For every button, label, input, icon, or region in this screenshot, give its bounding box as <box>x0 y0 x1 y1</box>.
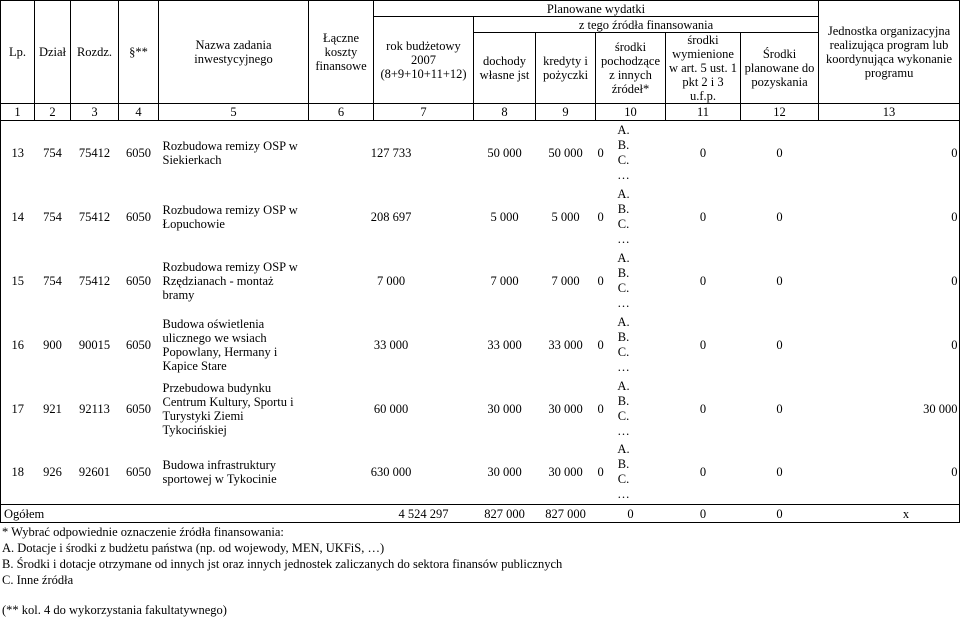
source-letter: B. <box>617 329 630 344</box>
row-wymienione: 0 <box>699 337 707 352</box>
row-col11: 0 <box>776 465 783 480</box>
source-letter: B. <box>617 393 630 408</box>
footnotes <box>2 524 562 618</box>
row-dzial: 754 <box>43 209 62 224</box>
row-lp: 18 <box>1 441 35 505</box>
col-number: 4 <box>119 104 159 121</box>
row-dochody: 33 000 <box>487 337 522 352</box>
footnote-4: C. Inne źródła <box>2 573 74 587</box>
total-jednostka <box>819 505 960 523</box>
row-rozdz: 92601 <box>78 465 111 480</box>
row-rok-budzetowy: 7 000 <box>376 273 406 288</box>
row-plan: 0 <box>951 465 958 480</box>
row-rozdz: 92113 <box>79 401 110 416</box>
row-kredyty: 30 000 <box>548 401 583 416</box>
row-nazwa: Przebudowa budynku Centrum Kultury, Sportu i Turystyki Ziemi Tykocińskiej <box>162 380 294 437</box>
source-letter: C. <box>617 472 630 487</box>
row-paragraph: 6050 <box>126 209 151 224</box>
row-dochody: 30 000 <box>487 401 522 416</box>
row-kredyty: 30 000 <box>548 465 583 480</box>
col-number: 6 <box>309 104 374 121</box>
row-sources <box>614 251 634 311</box>
col-number: 8 <box>474 104 536 121</box>
row-paragraph: 6050 <box>126 145 151 160</box>
col-number: 5 <box>159 104 309 121</box>
source-letter: … <box>617 231 630 246</box>
source-letter: C. <box>617 216 630 231</box>
total-col10: 0 <box>666 505 741 523</box>
row-rok-budzetowy: 208 697 <box>370 209 412 224</box>
row-col11: 0 <box>776 273 783 288</box>
row-dochody: 5 000 <box>490 209 519 224</box>
row-dzial: 754 <box>43 273 62 288</box>
table-row <box>1 249 960 313</box>
header-kredyty: kredyty i pożyczki <box>536 33 596 104</box>
row-paragraph: 6050 <box>126 401 151 416</box>
row-dzial: 754 <box>43 145 62 160</box>
row-inne <box>596 313 666 377</box>
footnote-2: A. Dotacje i środki z budżetu państwa (np. od wojewody, MEN, UKFiS, …) <box>2 541 385 555</box>
row-col11: 0 <box>776 145 783 160</box>
row-dzial: 926 <box>43 465 62 480</box>
row-kredyty: 7 000 <box>551 273 580 288</box>
row-wymienione: 0 <box>699 209 707 224</box>
row-lp: 16 <box>1 313 35 377</box>
row-inne <box>596 185 666 249</box>
source-letter: … <box>617 359 630 374</box>
row-wymienione: 0 <box>699 401 707 416</box>
row-wymienione: 0 <box>699 145 707 160</box>
total-kredyty: 827 000 <box>536 505 596 523</box>
header-lp: Lp. <box>1 1 35 104</box>
source-letter: C. <box>617 408 630 423</box>
row-nazwa: Rozbudowa remizy OSP w Łopuchowie <box>162 202 298 231</box>
total-inne: 0 <box>596 505 666 523</box>
source-letter: A. <box>617 250 630 265</box>
source-letter: C. <box>617 152 630 167</box>
row-wymienione: 0 <box>699 465 707 480</box>
col-number: 7 <box>374 104 474 121</box>
source-letter: B. <box>617 457 630 472</box>
row-rok-budzetowy: 630 000 <box>370 465 412 480</box>
row-nazwa: Budowa infrastruktury sportowej w Tykocinie <box>162 458 277 487</box>
row-dzial: 900 <box>43 337 62 352</box>
row-rozdz: 75412 <box>78 273 111 288</box>
row-rozdz: 75412 <box>78 145 111 160</box>
row-plan: 30 000 <box>923 401 958 416</box>
row-dochody: 50 000 <box>487 145 522 160</box>
header-rok-budzetowy: rok budżetowy 2007 (8+9+10+11+12) <box>374 17 474 104</box>
header-rozdz: Rozdz. <box>71 1 119 104</box>
footnote-5: (** kol. 4 do wykorzystania fakultatywnego) <box>2 603 227 617</box>
row-wymienione: 0 <box>699 273 707 288</box>
row-paragraph: 6050 <box>126 465 151 480</box>
source-letter: A. <box>617 442 630 457</box>
table-row <box>1 441 960 505</box>
row-rozdz: 90015 <box>78 337 111 352</box>
row-col11: 0 <box>776 337 783 352</box>
row-sources <box>614 315 634 375</box>
row-dzial: 921 <box>43 401 62 416</box>
header-z-tego: z tego źródła finansowania <box>474 17 819 33</box>
row-lp: 15 <box>1 249 35 313</box>
row-nazwa: Budowa oświetlenia ulicznego we wsiach Popowlany, Hermany i Kapice Stare <box>162 316 278 373</box>
row-rok-budzetowy: 60 000 <box>373 401 409 416</box>
row-lp: 14 <box>1 185 35 249</box>
source-letter: C. <box>617 280 630 295</box>
row-paragraph: 6050 <box>126 337 151 352</box>
col-number: 11 <box>666 104 741 121</box>
source-letter: A. <box>617 122 630 137</box>
header-jednostka: Jednostka organizacyjna realizująca program lub koordynująca wykonanie programu <box>819 1 960 104</box>
column-numbers-row <box>1 104 960 121</box>
table-row <box>1 377 960 441</box>
row-col11: 0 <box>776 209 783 224</box>
source-letter: … <box>617 295 630 310</box>
row-plan: 0 <box>951 273 958 288</box>
header-srodki-planowane: Środki planowane do pozyskania <box>741 33 819 104</box>
source-letter: … <box>617 423 630 438</box>
total-label: Ogółem <box>1 505 374 523</box>
row-kredyty: 50 000 <box>548 145 583 160</box>
col-number: 3 <box>71 104 119 121</box>
row-sources <box>614 379 634 439</box>
total-rok: 4 524 297 <box>374 505 474 523</box>
col-number: 12 <box>741 104 819 121</box>
row-inne <box>596 377 666 441</box>
col-number: 1 <box>1 104 35 121</box>
row-plan: 0 <box>951 337 958 352</box>
footnote-3: B. Środki i dotacje otrzymane od innych jst oraz innych jednostek zaliczanych do sektora finansów publicznych <box>2 557 563 571</box>
row-col11: 0 <box>776 401 783 416</box>
row-inne <box>596 249 666 313</box>
row-rok-budzetowy: 127 733 <box>370 145 412 160</box>
row-sources <box>614 123 634 183</box>
row-sources <box>614 442 634 502</box>
header-laczne: Łączne koszty finansowe <box>309 1 374 104</box>
source-letter: B. <box>617 265 630 280</box>
row-rok-budzetowy: 33 000 <box>373 337 409 352</box>
source-letter: B. <box>617 137 630 152</box>
row-inne-value: 0 <box>597 401 604 416</box>
source-letter: A. <box>617 314 630 329</box>
row-lp: 13 <box>1 121 35 185</box>
table-row <box>1 313 960 377</box>
table-row <box>1 185 960 249</box>
row-nazwa: Rozbudowa remizy OSP w Siekierkach <box>162 138 298 167</box>
header-paragraph: §** <box>119 1 159 104</box>
total-col11: 0 <box>741 505 819 523</box>
header-planowane: Planowane wydatki <box>374 1 819 17</box>
header-srodki-inne: środki pochodzące z innych źródeł* <box>596 33 666 104</box>
header-dochody: dochody własne jst <box>474 33 536 104</box>
row-dochody: 30 000 <box>487 465 522 480</box>
row-nazwa: Rozbudowa remizy OSP w Rzędzianach - montaż bramy <box>162 259 298 302</box>
source-letter: A. <box>617 186 630 201</box>
row-inne-value: 0 <box>597 209 604 224</box>
row-kredyty: 33 000 <box>548 337 583 352</box>
col-number: 9 <box>536 104 596 121</box>
row-paragraph: 6050 <box>126 273 151 288</box>
row-plan: 0 <box>951 209 958 224</box>
header-srodki-wymienione: środki wymienione w art. 5 ust. 1 pkt 2 i 3 u.f.p. <box>666 33 741 104</box>
col-number: 10 <box>596 104 666 121</box>
row-rozdz: 75412 <box>78 209 111 224</box>
total-jednostka-value: x <box>902 506 910 521</box>
row-sources <box>614 187 634 247</box>
source-letter: … <box>617 487 630 502</box>
row-dochody: 7 000 <box>490 273 519 288</box>
footnote-1: * Wybrać odpowiednie oznaczenie źródła finansowania: <box>2 525 284 539</box>
source-letter: … <box>617 167 630 182</box>
header-nazwa: Nazwa zadania inwestycyjnego <box>159 1 309 104</box>
row-inne-value: 0 <box>597 465 604 480</box>
row-inne <box>596 441 666 505</box>
total-dochody: 827 000 <box>474 505 536 523</box>
row-lp: 17 <box>1 377 35 441</box>
col-number: 13 <box>819 104 960 121</box>
row-inne-value: 0 <box>597 145 604 160</box>
row-inne-value: 0 <box>597 337 604 352</box>
col-number: 2 <box>35 104 71 121</box>
source-letter: A. <box>617 378 630 393</box>
header-dzial: Dział <box>35 1 71 104</box>
source-letter: B. <box>617 201 630 216</box>
row-inne-value: 0 <box>597 273 604 288</box>
total-row <box>1 505 960 523</box>
table-row <box>1 121 960 185</box>
row-plan: 0 <box>951 145 958 160</box>
source-letter: C. <box>617 344 630 359</box>
row-inne <box>596 121 666 185</box>
row-kredyty: 5 000 <box>551 209 580 224</box>
